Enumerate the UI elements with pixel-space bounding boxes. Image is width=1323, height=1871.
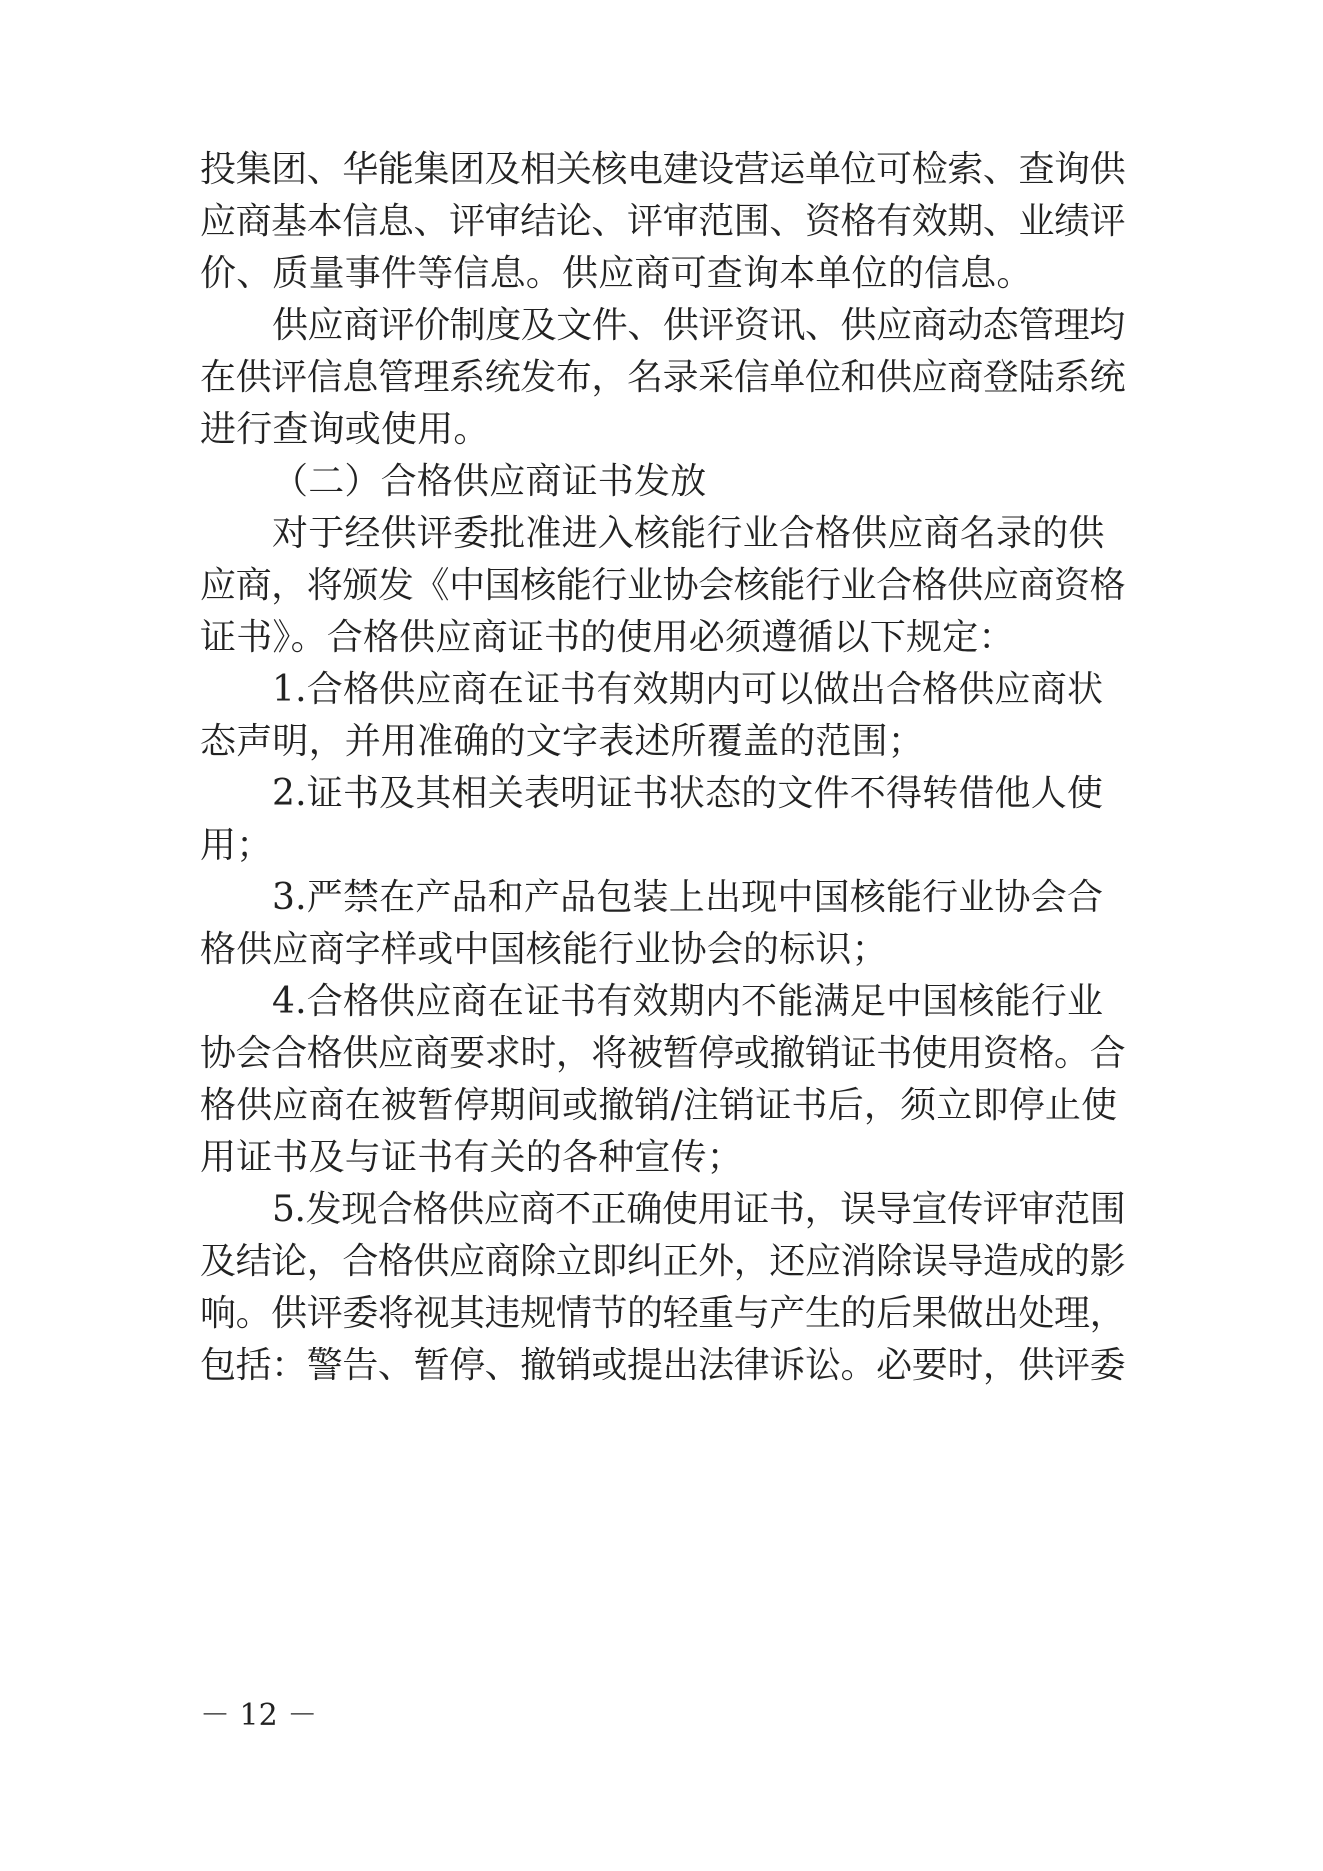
list-item-3: 3.严禁在产品和产品包装上出现中国核能行业协会合 [272, 877, 1104, 918]
list-item-1: 1.合格供应商在证书有效期内可以做出合格供应商状 [272, 669, 1104, 710]
text-line: 及结论，合格供应商除立即纠正外，还应消除误导造成的影 [200, 1241, 1126, 1282]
text-line: 证书》。合格供应商证书的使用必须遵循以下规定： [200, 617, 1015, 658]
text-line: 应商基本信息、评审结论、评审范围、资格有效期、业绩评 [200, 201, 1126, 242]
text-line: 用证书及与证书有关的各种宣传； [200, 1137, 744, 1178]
list-item-4: 4.合格供应商在证书有效期内不能满足中国核能行业 [272, 981, 1104, 1022]
text-line: 应商，将颁发《中国核能行业协会核能行业合格供应商资格 [200, 565, 1126, 606]
text-line: 格供应商字样或中国核能行业协会的标识； [200, 929, 888, 970]
text-line: 进行查询或使用。 [200, 409, 490, 450]
text-line: 投集团、华能集团及相关核电建设营运单位可检索、查询供 [200, 149, 1126, 190]
text-line: 在供评信息管理系统发布，名录采信单位和供应商登陆系统 [200, 357, 1126, 398]
text-line: 协会合格供应商要求时，将被暂停或撤销证书使用资格。合 [200, 1033, 1126, 1074]
text-line: 态声明，并用准确的文字表述所覆盖的范围； [200, 721, 925, 762]
text-line: 用； [200, 825, 273, 866]
page-number: － 12 － [200, 1698, 318, 1733]
list-item-5: 5.发现合格供应商不正确使用证书，误导宣传评审范围 [272, 1189, 1126, 1230]
text-line: 对于经供评委批准进入核能行业合格供应商名录的供 [272, 513, 1105, 554]
list-item-2: 2.证书及其相关表明证书状态的文件不得转借他人使 [272, 773, 1104, 814]
text-line: 供应商评价制度及文件、供评资讯、供应商动态管理均 [272, 305, 1125, 346]
text-line: 价、质量事件等信息。供应商可查询本单位的信息。 [200, 253, 1033, 294]
text-line: 格供应商在被暂停期间或撤销/注销证书后，须立即停止使 [200, 1085, 1118, 1126]
section-heading: （二）合格供应商证书发放 [272, 461, 707, 502]
text-line: 包括：警告、暂停、撤销或提出法律诉讼。必要时，供评委 [200, 1345, 1126, 1386]
text-line: 响。供评委将视其违规情节的轻重与产生的后果做出处理， [200, 1293, 1126, 1334]
